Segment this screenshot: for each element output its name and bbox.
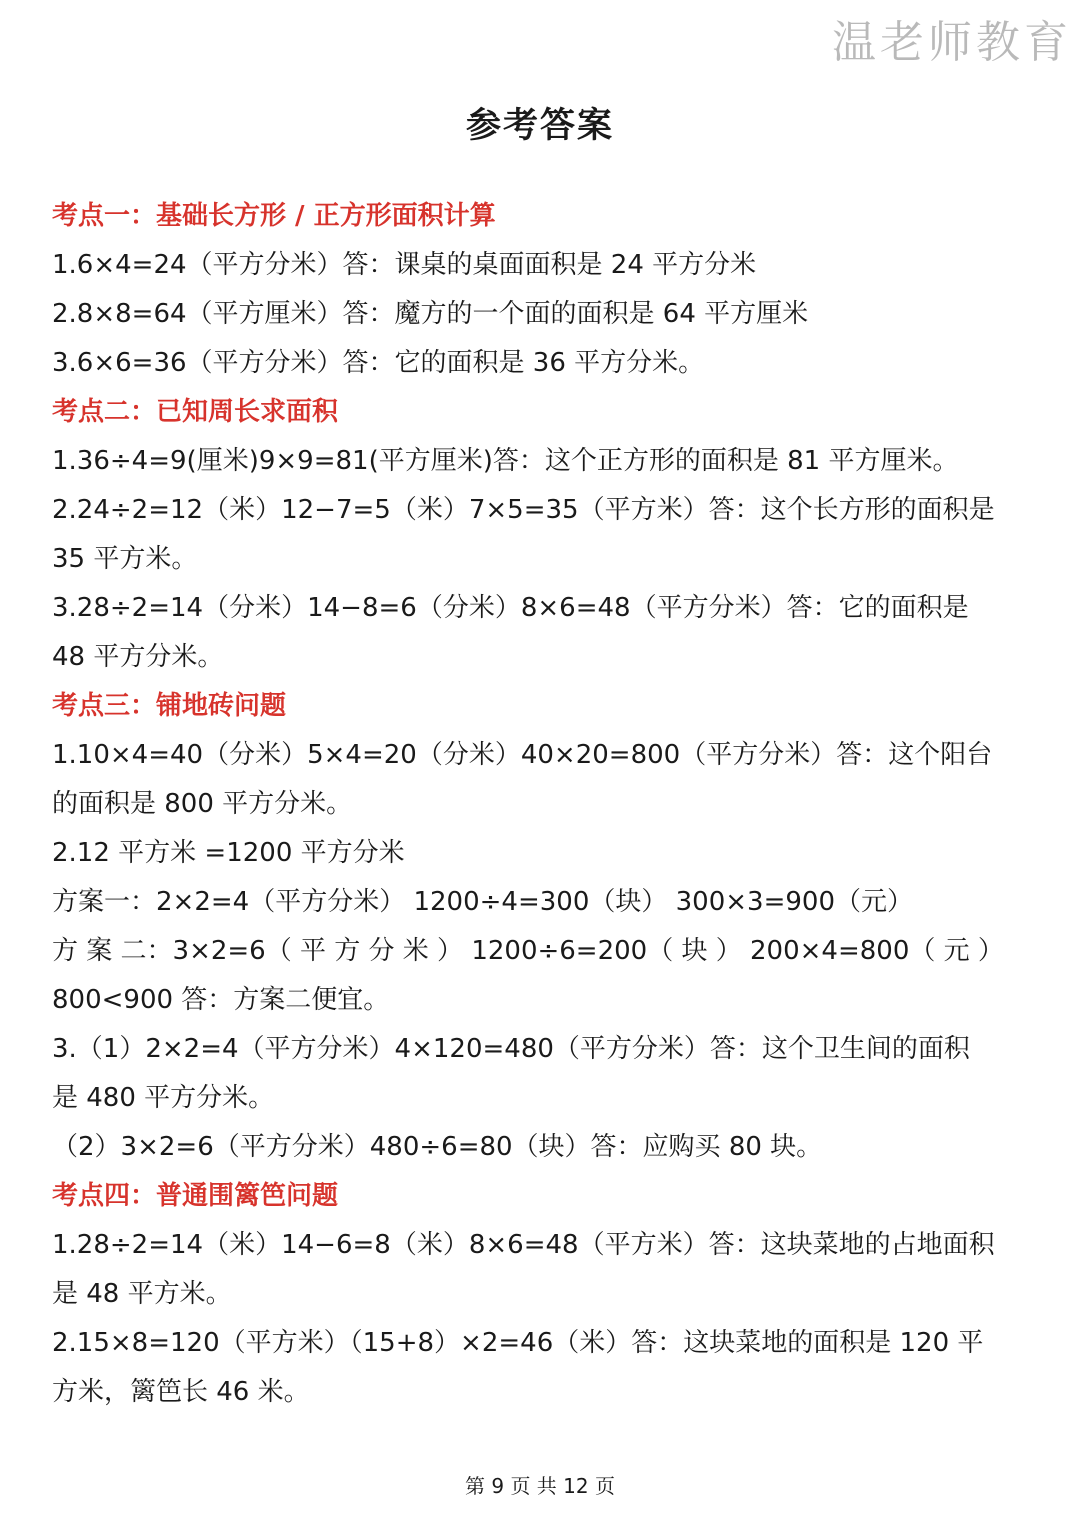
line-24: 2.15×8=120（平方米）（15+8）×2=46（米）答：这块菜地的面积是 120 平 bbox=[52, 1328, 984, 1358]
line-3: 2.8×8=64（平方厘米）答：魔方的一个面的面积是 64 平方厘米 bbox=[52, 299, 809, 329]
line-14: 2.12 平方米 =1200 平方分米 bbox=[52, 838, 405, 868]
answer-content bbox=[52, 192, 1037, 1417]
line-17: 800<900 答：方案二便宜。 bbox=[52, 985, 390, 1015]
page-number: 第 9 页 共 12 页 bbox=[465, 1474, 615, 1498]
line-7: 2.24÷2=12（米）12−7=5（米）7×5=35（平方米）答：这个长方形的面积是 bbox=[52, 495, 995, 525]
line-23: 是 48 平方米。 bbox=[52, 1279, 232, 1309]
line-16: 方 案 二：3×2=6（ 平 方 分 米 ） 1200÷6=200（ 块 ） 200×4=800（ 元 ） bbox=[52, 936, 1004, 966]
line-2: 1.6×4=24（平方分米）答：课桌的桌面面积是 24 平方分米 bbox=[52, 250, 757, 280]
line-20: （2）3×2=6（平方分米）480÷6=80（块）答：应购买 80 块。 bbox=[52, 1132, 823, 1162]
section-heading-1: 考点一：基础长方形 / 正方形面积计算 bbox=[52, 201, 496, 231]
line-4: 3.6×6=36（平方分米）答：它的面积是 36 平方分米。 bbox=[52, 348, 705, 378]
line-22: 1.28÷2=14（米）14−6=8（米）8×6=48（平方米）答：这块菜地的占地面积 bbox=[52, 1230, 995, 1260]
watermark-logo: 温老师教育 bbox=[832, 17, 1072, 68]
line-8: 35 平方米。 bbox=[52, 544, 198, 574]
line-25: 方米，篱笆长 46 米。 bbox=[52, 1377, 310, 1407]
line-13: 的面积是 800 平方分米。 bbox=[52, 789, 353, 819]
line-10: 48 平方分米。 bbox=[52, 642, 224, 672]
line-9: 3.28÷2=14（分米）14−8=6（分米）8×6=48（平方分米）答：它的面积是 bbox=[52, 593, 969, 623]
page-title: 参考答案 bbox=[465, 106, 614, 146]
section-heading-21: 考点四：普通围篱笆问题 bbox=[52, 1181, 339, 1211]
line-15: 方案一：2×2=4（平方分米） 1200÷4=300（块） 300×3=900（元） bbox=[52, 887, 913, 917]
line-12: 1.10×4=40（分米）5×4=20（分米）40×20=800（平方分米）答：这个阳台 bbox=[52, 740, 993, 770]
line-6: 1.36÷4=9(厘米)9×9=81(平方厘米)答：这个正方形的面积是 81 平方厘米。 bbox=[52, 446, 959, 476]
line-19: 是 480 平方分米。 bbox=[52, 1083, 275, 1113]
section-heading-5: 考点二：已知周长求面积 bbox=[52, 397, 339, 427]
line-18: 3.（1）2×2=4（平方分米）4×120=480（平方分米）答：这个卫生间的面积 bbox=[52, 1034, 970, 1064]
section-heading-11: 考点三：铺地砖问题 bbox=[52, 691, 287, 721]
